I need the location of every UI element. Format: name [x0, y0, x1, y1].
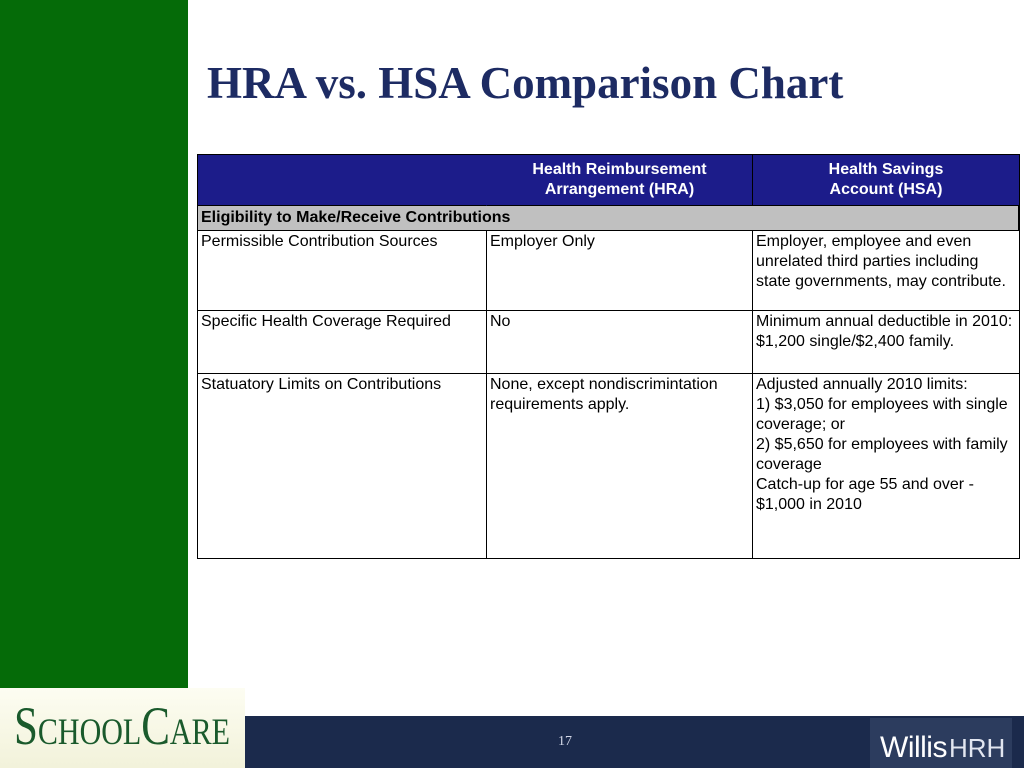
cell-text: 2) $5,650 for employees with family coverage	[756, 436, 1008, 473]
table-row-contribution-sources	[198, 231, 1020, 311]
cell-text: Adjusted annually 2010 limits:	[756, 376, 968, 393]
hra-cell	[487, 311, 753, 374]
section-heading-row	[198, 206, 1020, 231]
cell-text: 1) $3,050 for employees with single coverage; or	[756, 396, 1008, 433]
row-label-cell: Specific Health Coverage Required	[198, 311, 487, 374]
cell-text: Catch-up for age 55 and over - $1,000 in 2010	[756, 476, 974, 513]
table-row-coverage-required	[198, 311, 1020, 374]
cell-text: Employer Only	[490, 233, 595, 250]
willis-hrh-logo	[870, 718, 1012, 768]
slide-title: HRA vs. HSA Comparison Chart	[207, 58, 844, 108]
header-cell-hsa	[753, 155, 1020, 206]
header-cell-hra	[487, 155, 753, 206]
table-row-contribution-limits	[198, 374, 1020, 559]
hsa-cell	[753, 374, 1020, 559]
comparison-table	[197, 154, 1020, 559]
hsa-cell	[753, 231, 1020, 311]
header-hra-line: Arrangement (HRA)	[544, 181, 695, 198]
header-cell-blank	[198, 155, 487, 206]
willis-logo-text: Willis	[880, 731, 947, 764]
cell-text: None, except nondiscrimintation requirements apply.	[490, 376, 718, 413]
schoolcare-logo	[0, 688, 245, 768]
header-hsa-line: Account (HSA)	[829, 181, 943, 198]
hrh-logo-text: HRH	[948, 733, 1006, 763]
hsa-cell	[753, 311, 1020, 374]
schoolcare-logo-text: SchoolCare	[14, 697, 230, 757]
cell-text: No	[490, 313, 511, 330]
cell-text: Employer, employee and even unrelated third parties including state governments, may contribute.	[756, 233, 1006, 290]
row-label-cell: Statuatory Limits on Contributions	[198, 374, 487, 559]
page-number: 17	[558, 734, 572, 749]
hra-cell	[487, 374, 753, 559]
row-label-cell: Permissible Contribution Sources	[198, 231, 487, 311]
cell-text: Minimum annual deductible in 2010: $1,200 single/$2,400 family.	[756, 313, 1013, 350]
hra-cell	[487, 231, 753, 311]
header-hsa-line: Health Savings	[828, 161, 944, 178]
table-header-row	[198, 155, 1020, 206]
header-hra-line: Health Reimbursement	[532, 161, 707, 178]
green-sidebar-bar	[0, 0, 188, 688]
section-heading: Eligibility to Make/Receive Contributions	[198, 206, 1020, 231]
